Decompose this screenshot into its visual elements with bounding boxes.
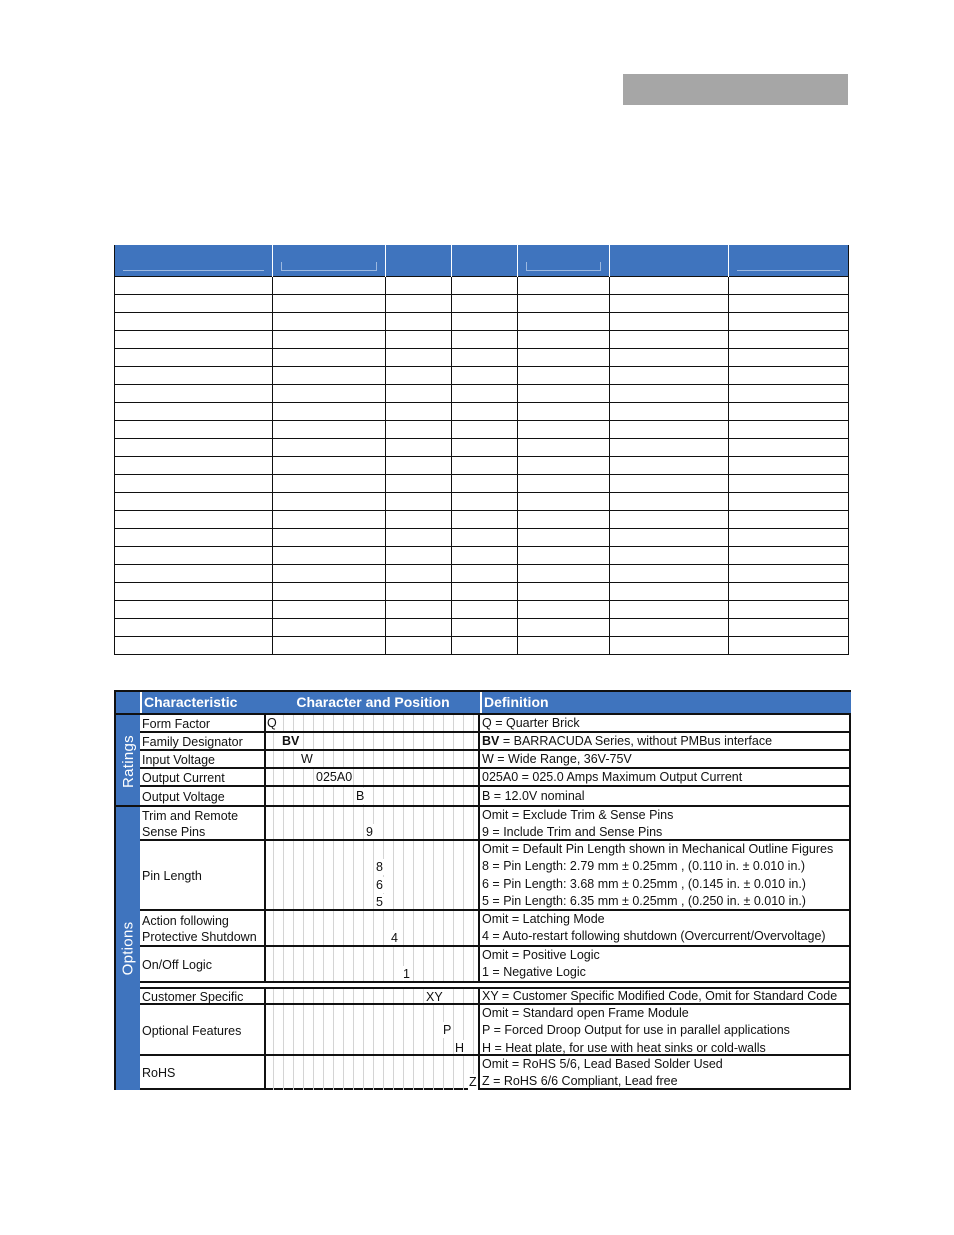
character-position-cell [264, 807, 480, 841]
ordering-table-cell [518, 601, 610, 619]
ordering-table-row [115, 331, 849, 349]
ratings-label: Ratings [119, 734, 137, 788]
ordering-table-cell [452, 583, 518, 601]
ordering-table-cell [518, 475, 610, 493]
ordering-table-row [115, 403, 849, 421]
ordering-table-cell [452, 367, 518, 385]
ordering-table-cell [386, 367, 452, 385]
ordering-table-cell [115, 367, 273, 385]
position-code: P [443, 1023, 452, 1037]
ordering-table-row [115, 349, 849, 367]
ordering-table-cell [273, 601, 386, 619]
characteristic-cell [140, 841, 266, 911]
ordering-table-cell [610, 583, 729, 601]
ordering-table-cell [386, 421, 452, 439]
characteristic-cell [140, 807, 266, 841]
ordering-header-cell [518, 245, 610, 277]
corner-cell [116, 692, 140, 713]
characteristic-text: Pin Length [142, 869, 202, 883]
position-code: H [455, 1041, 465, 1055]
character-position-cell [264, 787, 480, 807]
ordering-table-cell [518, 583, 610, 601]
ordering-header-cell [610, 245, 729, 277]
ordering-table-cell [115, 277, 273, 295]
definition-line [482, 1005, 850, 1022]
characteristic-text: Trim and Remote Sense Pins [142, 809, 239, 839]
ordering-table-cell [729, 349, 849, 367]
ordering-table-cell [452, 403, 518, 421]
ordering-table-cell [452, 385, 518, 403]
ordering-table-cell [386, 511, 452, 529]
ordering-table-cell [729, 547, 849, 565]
definition-cell [480, 807, 850, 841]
characteristic-text: Form Factor [142, 717, 211, 731]
ordering-table-cell [273, 583, 386, 601]
definition-cell [480, 787, 850, 807]
definition-cell [480, 841, 850, 911]
definition-text: XY = Customer Specific Modified Code, Omit for Standard Code [482, 989, 838, 1004]
definition-text: 6 = Pin Length: 3.68 mm ± 0.25mm , (0.145 in. ± 0.010 in.) [482, 876, 806, 891]
ordering-table-cell [273, 637, 386, 655]
definition-text: 5 = Pin Length: 6.35 mm ± 0.25mm , (0.250 in. ± 0.010 in.) [482, 893, 806, 908]
characteristic-text: RoHS [142, 1066, 176, 1080]
ordering-header-cell [729, 245, 849, 277]
ordering-table-cell [273, 457, 386, 475]
ordering-table-cell [729, 421, 849, 439]
character-position-cell [264, 1056, 480, 1090]
definition-text: Omit = RoHS 5/6, Lead Based Solder Used [482, 1057, 723, 1071]
definition-line [482, 1022, 850, 1039]
ordering-table-cell [610, 439, 729, 457]
characteristic-cell [140, 947, 266, 983]
definition-text: Omit = Standard open Frame Module [482, 1006, 689, 1020]
ordering-table-cell [273, 313, 386, 331]
position-code: 6 [376, 878, 383, 892]
ordering-table-cell [273, 277, 386, 295]
ordering-table-cell [729, 583, 849, 601]
ordering-table-cell [452, 493, 518, 511]
ordering-table-cell [610, 313, 729, 331]
ordering-table-cell [115, 385, 273, 403]
ordering-table-cell [610, 529, 729, 547]
character-position-cell [264, 947, 480, 983]
ordering-table-cell [729, 277, 849, 295]
ordering-table-cell [610, 367, 729, 385]
ordering-table-cell [729, 295, 849, 313]
ordering-table-cell [273, 493, 386, 511]
definition-text: Omit = Positive Logic [482, 948, 600, 962]
ordering-table-cell [518, 421, 610, 439]
ordering-table-cell [115, 637, 273, 655]
ordering-table-row [115, 547, 849, 565]
definition-line [482, 928, 850, 945]
ordering-table-row [115, 565, 849, 583]
ordering-table-cell [386, 493, 452, 511]
ordering-table-cell [273, 421, 386, 439]
characteristic-text: Optional Features [142, 1023, 242, 1038]
coding-row [140, 1003, 849, 1056]
ordering-table-cell [386, 295, 452, 313]
ordering-table-cell [386, 277, 452, 295]
ordering-table-cell [610, 385, 729, 403]
ordering-table-cell [115, 619, 273, 637]
ordering-table-cell [729, 493, 849, 511]
ordering-table-cell [273, 565, 386, 583]
characteristic-text: Input Voltage [142, 753, 215, 767]
ordering-table-cell [273, 511, 386, 529]
position-code: B [356, 789, 365, 803]
ordering-table-cell [115, 493, 273, 511]
ordering-table-cell [115, 547, 273, 565]
definition-text: Omit = Default Pin Length shown in Mechanical Outline Figures [482, 842, 834, 856]
ordering-header-cell [452, 245, 518, 277]
ordering-table-cell [452, 295, 518, 313]
ordering-table-cell [518, 493, 610, 511]
definition-text: H = Heat plate, for use with heat sinks or cold-walls [482, 1040, 766, 1055]
characteristic-cell [140, 1005, 266, 1056]
definition-line [482, 807, 850, 824]
coding-row [140, 713, 849, 733]
ordering-table-cell [729, 475, 849, 493]
ordering-table-cell [273, 295, 386, 313]
ordering-table-cell [115, 349, 273, 367]
character-position-cell [264, 841, 480, 911]
ordering-table-cell [729, 313, 849, 331]
ordering-table-row [115, 619, 849, 637]
definition-text: W = Wide Range, 36V-75V [482, 752, 632, 767]
definition-text: 4 = Auto-restart following shutdown (Overcurrent/Overvoltage) [482, 929, 826, 944]
ordering-table [114, 245, 849, 655]
ordering-table-row [115, 475, 849, 493]
position-code: 1 [403, 967, 410, 981]
ordering-table-cell [729, 637, 849, 655]
section-tab-bar [623, 74, 848, 105]
ordering-table-cell [273, 619, 386, 637]
position-code: 4 [391, 931, 398, 945]
ordering-table-cell [452, 421, 518, 439]
ordering-table-row [115, 529, 849, 547]
ordering-table-cell [115, 457, 273, 475]
coding-row [140, 785, 849, 807]
ordering-table-cell [273, 475, 386, 493]
ordering-table-cell [386, 457, 452, 475]
coding-row [140, 839, 849, 911]
ordering-table-cell [518, 385, 610, 403]
ordering-table-cell [729, 403, 849, 421]
coding-row [140, 767, 849, 787]
ordering-table-cell [115, 421, 273, 439]
header-character-position: Character and Position [266, 692, 480, 713]
ordering-table-row [115, 601, 849, 619]
ordering-table-cell [115, 583, 273, 601]
definition-cell [480, 911, 850, 947]
ordering-table-cell [610, 619, 729, 637]
ordering-table-cell [518, 439, 610, 457]
position-code: 9 [366, 825, 373, 839]
ordering-table-cell [518, 349, 610, 367]
ordering-table-row [115, 421, 849, 439]
ordering-table-cell [273, 547, 386, 565]
definition-text: = BARRACUDA Series, without PMBus interface [499, 734, 773, 749]
ordering-table-cell [610, 601, 729, 619]
ordering-table-row [115, 367, 849, 385]
definition-text: Q = Quarter Brick [482, 716, 580, 731]
definition-line [482, 893, 850, 910]
ordering-table-cell [518, 403, 610, 421]
definition-text: 8 = Pin Length: 2.79 mm ± 0.25mm , (0.110 in. ± 0.010 in.) [482, 859, 806, 874]
character-position-cell [264, 911, 480, 947]
ordering-table-cell [729, 529, 849, 547]
definition-line [482, 788, 585, 805]
ordering-table-cell [610, 547, 729, 565]
ordering-table-cell [610, 403, 729, 421]
characteristic-text: Output Current [142, 771, 225, 785]
coding-row [140, 945, 849, 983]
ordering-table-cell [518, 295, 610, 313]
definition-text: Z = RoHS 6/6 Compliant, Lead free [482, 1074, 678, 1089]
ordering-table-cell [386, 331, 452, 349]
definition-line [482, 964, 850, 981]
characteristic-text: Output Voltage [142, 790, 225, 804]
ordering-table-cell [610, 457, 729, 475]
characteristic-cell [140, 787, 266, 807]
ordering-table-cell [115, 565, 273, 583]
ordering-header-cell [273, 245, 386, 277]
ordering-table-cell [518, 619, 610, 637]
ordering-table-cell [729, 367, 849, 385]
definition-line [482, 1073, 850, 1090]
ordering-table-cell [518, 637, 610, 655]
definition-cell [480, 1005, 850, 1056]
header-characteristic: Characteristic [142, 692, 266, 713]
group-label-ratings [116, 713, 140, 807]
ordering-table-row [115, 439, 849, 457]
ordering-table-cell [452, 565, 518, 583]
position-code: 025A0 [316, 770, 353, 784]
characteristic-text: Customer Specific [142, 990, 244, 1004]
ordering-table-row [115, 295, 849, 313]
ordering-table-cell [729, 601, 849, 619]
position-code: Z [469, 1075, 477, 1089]
ordering-table-cell [386, 601, 452, 619]
ordering-table-cell [729, 511, 849, 529]
ordering-table-cell [115, 403, 273, 421]
ordering-table-cell [115, 601, 273, 619]
ordering-table-cell [610, 295, 729, 313]
definition-text: P = Forced Droop Output for use in parallel applications [482, 1023, 790, 1038]
ordering-table-cell [452, 511, 518, 529]
position-code: Q [267, 716, 277, 730]
position-code: W [301, 752, 313, 766]
ordering-table-cell [610, 331, 729, 349]
ordering-table-cell [115, 331, 273, 349]
ordering-table-cell [115, 529, 273, 547]
ordering-table-cell [610, 277, 729, 295]
ordering-table-cell [386, 439, 452, 457]
ordering-table-cell [452, 529, 518, 547]
coding-row [140, 749, 849, 769]
ordering-table-cell [452, 349, 518, 367]
ordering-header-cell [115, 245, 273, 277]
ordering-table-cell [452, 313, 518, 331]
characteristic-text: Action following Protective Shutdown [142, 914, 257, 944]
definition-code: BV [482, 734, 500, 749]
ordering-table-cell [115, 439, 273, 457]
ordering-table-cell [386, 619, 452, 637]
ordering-table-cell [115, 313, 273, 331]
coding-row [140, 1054, 849, 1090]
ordering-table-cell [518, 277, 610, 295]
ordering-table-cell [273, 331, 386, 349]
ordering-table-cell [729, 619, 849, 637]
ordering-table-cell [386, 475, 452, 493]
definition-line [482, 1056, 850, 1073]
definition-text: 1 = Negative Logic [482, 965, 586, 980]
ordering-table-cell [729, 439, 849, 457]
coding-row [140, 909, 849, 947]
ordering-table-cell [518, 367, 610, 385]
ordering-table-cell [115, 475, 273, 493]
position-code: XY [426, 990, 443, 1004]
ordering-table-cell [518, 457, 610, 475]
ordering-table-cell [729, 385, 849, 403]
ordering-table-cell [386, 385, 452, 403]
ordering-table-cell [452, 619, 518, 637]
ordering-table-cell [518, 331, 610, 349]
definition-line [482, 858, 850, 875]
options-label: Options [119, 921, 137, 976]
ordering-header-cell [386, 245, 452, 277]
ordering-table-cell [610, 421, 729, 439]
ordering-table-cell [386, 637, 452, 655]
ordering-table-cell [386, 529, 452, 547]
definition-text: Omit = Latching Mode [482, 912, 605, 926]
ordering-table-cell [273, 385, 386, 403]
part-number-coding-table [114, 690, 851, 1090]
ordering-table-cell [115, 511, 273, 529]
ordering-table-cell [610, 475, 729, 493]
definition-text: B = 12.0V nominal [482, 789, 585, 804]
header-definition: Definition [482, 692, 851, 713]
ordering-table-cell [273, 403, 386, 421]
ordering-table-cell [452, 331, 518, 349]
ordering-table-row [115, 313, 849, 331]
ordering-table-cell [386, 547, 452, 565]
ordering-table-cell [452, 277, 518, 295]
definition-line [482, 947, 850, 964]
definition-text: 9 = Include Trim and Sense Pins [482, 825, 663, 840]
ordering-table-row [115, 511, 849, 529]
ordering-table-row [115, 493, 849, 511]
ordering-table-cell [518, 529, 610, 547]
definition-line [482, 876, 850, 893]
position-code: 5 [376, 895, 383, 909]
ordering-table-cell [452, 439, 518, 457]
ordering-table-cell [518, 565, 610, 583]
group-label-options [116, 805, 140, 1090]
definition-cell [480, 1056, 850, 1090]
position-code: BV [282, 734, 300, 748]
ordering-table-cell [518, 547, 610, 565]
ordering-table-row [115, 277, 849, 295]
characteristic-text: On/Off Logic [142, 958, 212, 972]
ordering-table-cell [610, 565, 729, 583]
characteristic-cell [140, 911, 266, 947]
definition-line [482, 841, 850, 858]
ordering-table-cell [115, 295, 273, 313]
characteristic-cell [140, 1056, 266, 1090]
definition-text: 025A0 = 025.0 Amps Maximum Output Current [482, 770, 743, 785]
ordering-table-cell [273, 367, 386, 385]
ordering-table-cell [452, 601, 518, 619]
ordering-table-cell [452, 457, 518, 475]
ordering-table-cell [273, 529, 386, 547]
definition-cell [480, 947, 850, 983]
characteristic-text: Family Designator [142, 735, 243, 749]
ordering-table-cell [518, 313, 610, 331]
ordering-table-cell [518, 511, 610, 529]
ordering-table-row [115, 457, 849, 475]
ordering-table-cell [386, 565, 452, 583]
definition-text: Omit = Exclude Trim & Sense Pins [482, 808, 674, 822]
ordering-table-row [115, 637, 849, 655]
ordering-table-header [115, 245, 849, 277]
ordering-table-cell [610, 493, 729, 511]
ordering-table-row [115, 385, 849, 403]
ordering-table-cell [610, 511, 729, 529]
ordering-table-cell [452, 547, 518, 565]
ordering-table-cell [610, 349, 729, 367]
definition-line [482, 911, 850, 928]
ordering-table-cell [610, 637, 729, 655]
ordering-table-cell [386, 403, 452, 421]
ordering-table-cell [452, 475, 518, 493]
ordering-table-cell [386, 313, 452, 331]
coding-row [140, 805, 849, 841]
ordering-table-cell [729, 565, 849, 583]
ordering-table-cell [273, 439, 386, 457]
position-code: 8 [376, 860, 383, 874]
ordering-table-cell [729, 331, 849, 349]
ordering-table-cell [386, 583, 452, 601]
character-position-cell [264, 1005, 480, 1056]
ordering-table-row [115, 583, 849, 601]
coding-row [140, 731, 849, 751]
ordering-table-cell [386, 349, 452, 367]
ordering-table-cell [452, 637, 518, 655]
ordering-table-cell [729, 457, 849, 475]
ordering-table-cell [273, 349, 386, 367]
